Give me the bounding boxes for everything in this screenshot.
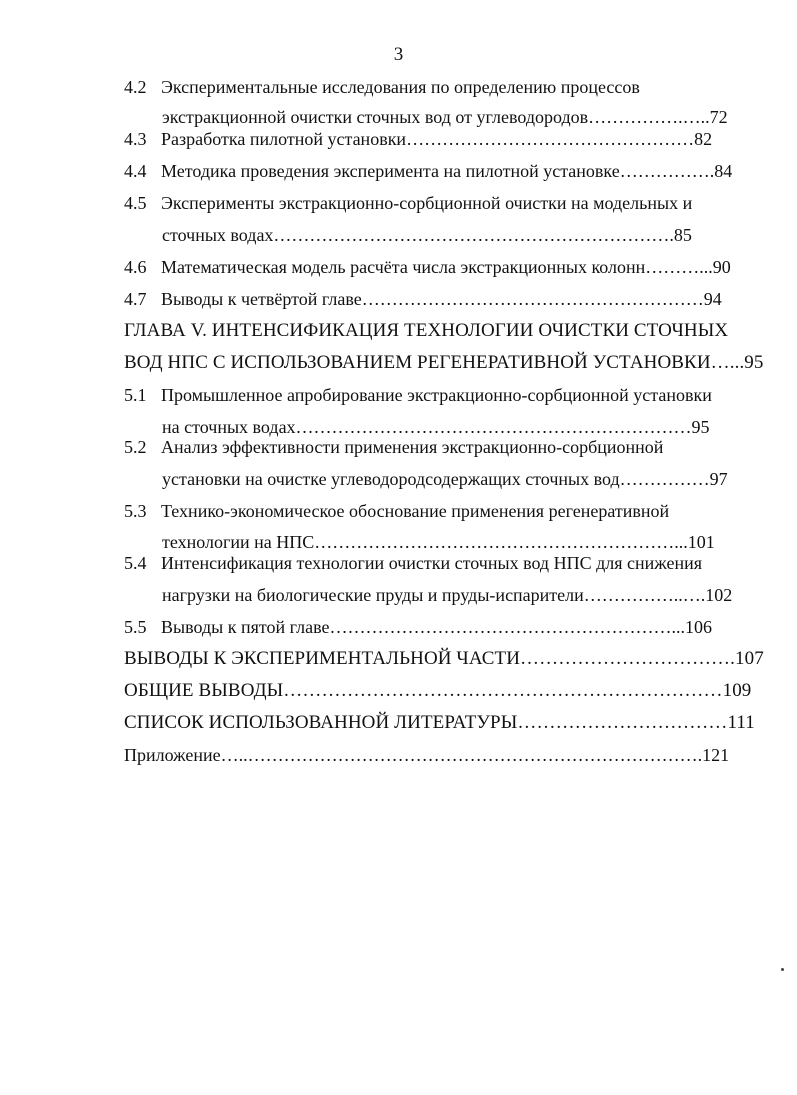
entry-title: Экспериментальные исследования по определению процессов (161, 77, 640, 97)
entry-title: Промышленное апробирование экстракционно-сорбционной установки (161, 385, 712, 405)
entry-number: 4.4 (124, 161, 147, 181)
toc-entry-5-2-continuation: установки на очистке углеводородсодержащих сточных вод……………97 (162, 469, 728, 489)
entry-title: Разработка пилотной установки…………………………………………82 (161, 129, 713, 149)
entry-number: 5.5 (124, 617, 147, 637)
toc-entry-5-4 (124, 552, 702, 574)
toc-entry-4-7 (124, 288, 722, 310)
entry-title: Выводы к пятой главе…………………………………………………...106 (161, 617, 712, 637)
toc-entry-4-5-continuation: сточных водах………………………………………………………….85 (162, 225, 692, 245)
entry-number: 4.7 (124, 289, 147, 309)
entry-title: Выводы к четвёртой главе…………………………………………………94 (161, 289, 722, 309)
references-heading: СПИСОК ИСПОЛЬЗОВАННОЙ ЛИТЕРАТУРЫ……………………………111 (124, 712, 755, 733)
toc-entry-5-2 (124, 436, 663, 458)
toc-entry-4-5 (124, 192, 692, 214)
toc-entry-4-4 (124, 160, 732, 182)
scan-speck (781, 968, 784, 971)
general-conclusions-heading: ОБЩИЕ ВЫВОДЫ……………………………………………………………109 (124, 680, 752, 701)
entry-number: 4.2 (124, 77, 147, 97)
entry-title: Технико-экономическое обоснование применения регенеративной (161, 501, 670, 521)
toc-entry-4-6 (124, 256, 731, 278)
entry-number: 4.3 (124, 129, 147, 149)
appendix-entry: Приложение…..………………………………………………………………….121 (124, 745, 730, 765)
entry-number: 5.4 (124, 553, 147, 573)
entry-title: Анализ эффективности применения экстракционно-сорбционной (161, 437, 664, 457)
toc-entry-5-5 (124, 616, 712, 638)
entry-number: 5.2 (124, 437, 147, 457)
toc-entry-4-2-continuation: экстракционной очистки сточных вод от углеводородов…………….…..72 (162, 107, 728, 127)
entry-title: Методика проведения эксперимента на пилотной установке…………….84 (161, 161, 733, 181)
chapter-heading: ГЛАВА V. ИНТЕНСИФИКАЦИЯ ТЕХНОЛОГИИ ОЧИСТКИ СТОЧНЫХ (124, 320, 729, 341)
entry-number: 5.3 (124, 501, 147, 521)
page-number: 3 (393, 44, 404, 65)
entry-title: Математическая модель расчёта числа экстракционных колонн………...90 (161, 257, 731, 277)
toc-entry-4-3 (124, 128, 712, 150)
entry-number: 5.1 (124, 385, 147, 405)
chapter-heading-continuation: ВОД НПС С ИСПОЛЬЗОВАНИЕМ РЕГЕНЕРАТИВНОЙ УСТАНОВКИ…...95 (124, 352, 764, 373)
toc-entry-5-1-continuation: на сточных водах…………………………………………………………95 (162, 417, 710, 437)
entry-title: Интенсификация технологии очистки сточных вод НПС для снижения (161, 553, 703, 573)
toc-entry-5-4-continuation: нагрузки на биологические пруды и пруды-испарители……………..….102 (162, 585, 733, 605)
toc-entry-5-3-continuation: технологии на НПС……………………………………………………...101 (162, 532, 715, 552)
experimental-conclusions-heading: ВЫВОДЫ К ЭКСПЕРИМЕНТАЛЬНОЙ ЧАСТИ…………………………….107 (124, 648, 764, 669)
entry-title: Эксперименты экстракционно-сорбционной очистки на модельных и (161, 193, 693, 213)
toc-entry-5-1 (124, 384, 712, 406)
toc-entry-4-2 (124, 76, 640, 98)
entry-number: 4.5 (124, 193, 147, 213)
entry-number: 4.6 (124, 257, 147, 277)
toc-entry-5-3 (124, 500, 669, 522)
